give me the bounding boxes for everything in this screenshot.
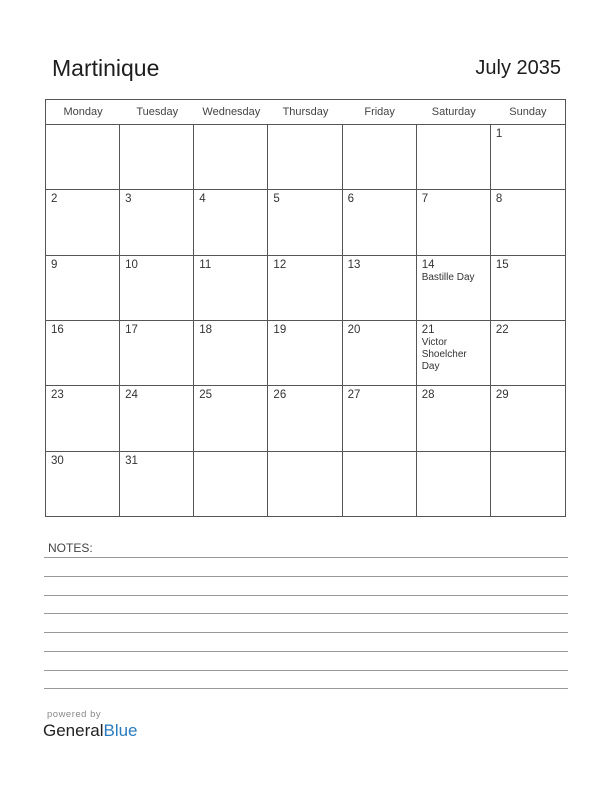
day-number: 10 <box>125 258 138 271</box>
day-cell <box>491 125 565 190</box>
day-number: 17 <box>125 324 138 336</box>
day-number: 31 <box>125 454 138 467</box>
day-number: 27 <box>347 389 361 402</box>
day-number: 1 <box>495 128 503 140</box>
day-number: 19 <box>273 324 287 336</box>
day-number: 30 <box>51 454 64 467</box>
day-cell <box>46 321 120 386</box>
day-cell <box>417 321 491 386</box>
day-cell <box>417 386 491 451</box>
holiday-label: Victor Shoelcher Day <box>421 337 467 372</box>
powered-by-text: powered by <box>47 709 102 720</box>
day-number: 22 <box>495 324 509 336</box>
weekday-saturday: Saturday <box>431 106 476 118</box>
calendar-month-title: July 2035 <box>475 57 561 79</box>
weekday-tuesday: Tuesday <box>136 106 179 118</box>
day-cell <box>491 386 565 451</box>
calendar-days <box>46 125 565 517</box>
logo-blue: Blue <box>103 721 138 740</box>
notes-line <box>44 576 568 577</box>
day-cell <box>194 256 268 321</box>
day-cell <box>491 256 565 321</box>
day-number: 20 <box>347 324 361 336</box>
calendar-country-title: Martinique <box>52 55 160 81</box>
weekday-sunday: Sunday <box>509 106 547 118</box>
day-cell <box>343 125 417 190</box>
day-cell <box>46 256 120 321</box>
day-number: 8 <box>495 193 503 206</box>
generalblue-logo <box>43 721 138 741</box>
day-number: 6 <box>347 193 354 206</box>
day-number: 9 <box>51 258 58 271</box>
day-cell <box>120 190 194 255</box>
day-cell <box>268 452 342 517</box>
day-cell <box>343 190 417 255</box>
day-number: 4 <box>199 193 206 206</box>
day-cell <box>343 321 417 386</box>
day-cell <box>120 256 194 321</box>
day-number: 15 <box>495 258 509 271</box>
notes-line <box>44 688 568 689</box>
day-number: 2 <box>51 193 58 206</box>
day-number: 3 <box>125 193 132 206</box>
day-number: 5 <box>273 193 280 206</box>
weekday-header-row <box>46 100 565 125</box>
day-cell <box>417 125 491 190</box>
day-cell <box>491 190 565 255</box>
weekday-wednesday: Wednesday <box>202 106 261 118</box>
day-cell <box>120 321 194 386</box>
day-number: 11 <box>199 258 212 271</box>
day-cell <box>194 190 268 255</box>
day-number: 13 <box>347 258 361 271</box>
day-number: 29 <box>495 389 509 402</box>
day-cell <box>491 452 565 517</box>
day-cell <box>417 190 491 255</box>
day-cell <box>491 321 565 386</box>
day-number: 28 <box>421 389 435 402</box>
day-cell <box>46 125 120 190</box>
day-number: 18 <box>199 324 213 336</box>
day-cell <box>46 452 120 517</box>
notes-label: NOTES: <box>48 541 93 555</box>
day-number: 25 <box>199 389 213 402</box>
day-cell <box>268 386 342 451</box>
notes-line <box>44 557 568 558</box>
day-cell <box>343 256 417 321</box>
weekday-friday: Friday <box>364 106 395 118</box>
notes-line <box>44 651 568 652</box>
day-number: 16 <box>51 324 64 336</box>
weekday-thursday: Thursday <box>282 106 329 118</box>
day-number: 26 <box>273 389 287 402</box>
day-cell <box>194 321 268 386</box>
day-cell <box>194 452 268 517</box>
day-cell <box>417 256 491 321</box>
calendar-grid <box>45 99 566 517</box>
notes-line <box>44 632 568 633</box>
day-number: 24 <box>125 389 138 402</box>
notes-line <box>44 613 568 614</box>
day-cell <box>268 125 342 190</box>
day-cell <box>343 386 417 451</box>
day-cell <box>417 452 491 517</box>
day-cell <box>268 190 342 255</box>
day-number: 12 <box>273 258 287 271</box>
weekday-monday: Monday <box>63 106 103 118</box>
day-number: 7 <box>421 193 429 206</box>
day-cell <box>194 386 268 451</box>
holiday-label: Bastille Day <box>421 271 475 283</box>
day-cell <box>343 452 417 517</box>
logo-general: General <box>43 721 104 740</box>
day-cell <box>120 386 194 451</box>
day-cell <box>268 256 342 321</box>
day-number: 21 <box>421 324 435 336</box>
day-number: 14 <box>421 258 435 271</box>
notes-line <box>44 595 568 596</box>
day-cell <box>194 125 268 190</box>
day-number: 23 <box>51 389 64 402</box>
day-cell <box>120 125 194 190</box>
notes-line <box>44 670 568 671</box>
day-cell <box>46 386 120 451</box>
day-cell <box>268 321 342 386</box>
day-cell <box>46 190 120 255</box>
day-cell <box>120 452 194 517</box>
